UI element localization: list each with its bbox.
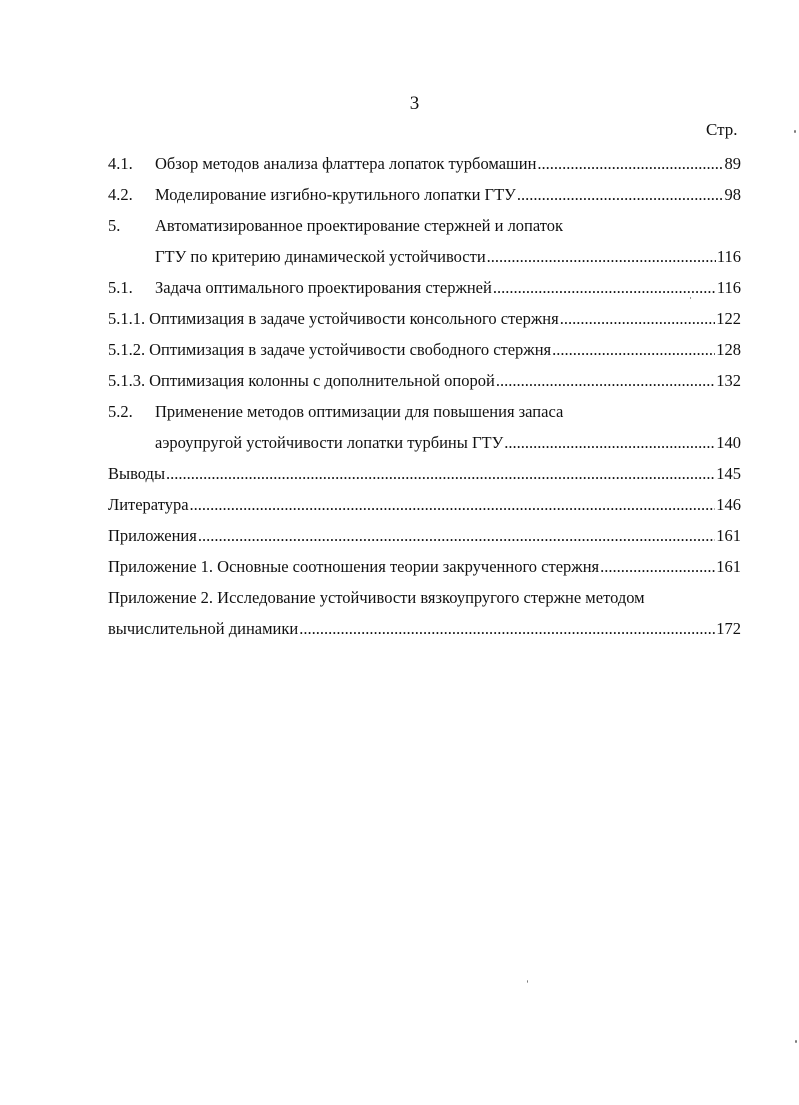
toc-entry-5-1-2 xyxy=(108,334,741,365)
toc-entry-page: 116 xyxy=(716,247,741,266)
table-of-contents xyxy=(108,148,741,644)
scan-speck xyxy=(794,130,796,133)
toc-leader-dots xyxy=(537,148,723,179)
toc-leader-dots xyxy=(496,365,715,396)
toc-entry-title: Литература xyxy=(108,495,189,514)
scan-speck xyxy=(527,980,528,983)
scan-speck xyxy=(795,1040,797,1043)
toc-entry-title: Приложения xyxy=(108,526,197,545)
toc-entry-4-2 xyxy=(108,179,741,210)
toc-entry-page: 146 xyxy=(716,495,741,514)
toc-entry-page: 89 xyxy=(724,154,741,173)
toc-entry-appendices xyxy=(108,520,741,551)
toc-leader-dots xyxy=(299,613,715,644)
toc-leader-dots xyxy=(493,272,716,303)
toc-entry-number: 5.1.2. xyxy=(108,340,146,359)
toc-entry-number: 4.2. xyxy=(108,185,133,204)
toc-entry-page: 161 xyxy=(716,526,741,545)
toc-entry-title: Задача оптимального проектирования стержней xyxy=(155,278,492,297)
toc-leader-dots xyxy=(487,241,716,272)
toc-leader-dots xyxy=(166,458,715,489)
toc-entry-title: Оптимизация в задаче устойчивости консольного стержня xyxy=(149,309,559,328)
toc-entry-page: 128 xyxy=(716,340,741,359)
toc-entry-page: 116 xyxy=(716,278,741,297)
page-number: 3 xyxy=(409,93,420,114)
toc-entry-title: Оптимизация в задаче устойчивости свободного стержня xyxy=(149,340,552,359)
toc-entry-title: Приложение 1. Основные соотношения теории закрученного стержня xyxy=(108,557,600,576)
toc-leader-dots xyxy=(600,551,715,582)
toc-entry-page: 140 xyxy=(716,433,741,452)
toc-entry-number: 5.1.3. xyxy=(108,371,146,390)
toc-entry-5-2-cont xyxy=(108,427,741,458)
toc-entry-page: 161 xyxy=(716,557,741,576)
toc-leader-dots xyxy=(198,520,715,551)
toc-entry-5-1-1 xyxy=(108,303,741,334)
toc-entry-title: аэроупругой устойчивости лопатки турбины ГТУ xyxy=(155,433,504,452)
toc-entry-page: 122 xyxy=(716,309,741,328)
toc-entry-number: 4.1. xyxy=(108,154,133,173)
scan-speck xyxy=(690,297,691,299)
toc-entry-page: 172 xyxy=(716,619,741,638)
toc-entry-title: Применение методов оптимизации для повышения запаса xyxy=(155,402,564,421)
toc-entry-5-1 xyxy=(108,272,741,303)
toc-entry-page: 132 xyxy=(716,371,741,390)
page-column-header: Стр. xyxy=(706,120,738,139)
toc-entry-title: Моделирование изгибно-крутильного лопатки ГТУ xyxy=(155,185,516,204)
toc-entry-page: 98 xyxy=(724,185,741,204)
toc-entry-literature xyxy=(108,489,741,520)
toc-entry-4-1 xyxy=(108,148,741,179)
toc-entry-appendix-2-cont xyxy=(108,613,741,644)
toc-entry-title: Автоматизированное проектирование стержней и лопаток xyxy=(155,216,564,235)
toc-entry-title: Обзор методов анализа флаттера лопаток турбомашин xyxy=(155,154,537,173)
toc-entry-5 xyxy=(108,210,741,241)
toc-entry-appendix-1 xyxy=(108,551,741,582)
toc-entry-title: вычислительной динамики xyxy=(108,619,299,638)
toc-entry-5-1-3 xyxy=(108,365,741,396)
toc-entry-number: 5.1.1. xyxy=(108,309,146,328)
toc-leader-dots xyxy=(560,303,716,334)
toc-entry-title: Выводы xyxy=(108,464,166,483)
toc-entry-5-2 xyxy=(108,396,741,427)
toc-entry-5-cont xyxy=(108,241,741,272)
toc-entry-title: Оптимизация колонны с дополнительной опорой xyxy=(149,371,495,390)
toc-entry-number: 5.1. xyxy=(108,278,133,297)
toc-leader-dots xyxy=(552,334,715,365)
toc-entry-title: Приложение 2. Исследование устойчивости вязкоупругого стержне методом xyxy=(108,588,645,607)
toc-leader-dots xyxy=(190,489,716,520)
toc-entry-conclusions xyxy=(108,458,741,489)
toc-entry-title: ГТУ по критерию динамической устойчивости xyxy=(155,247,486,266)
toc-entry-page: 145 xyxy=(716,464,741,483)
toc-entry-number: 5.2. xyxy=(108,402,133,421)
toc-entry-number: 5. xyxy=(108,216,121,235)
toc-leader-dots xyxy=(517,179,724,210)
toc-leader-dots xyxy=(504,427,715,458)
toc-entry-appendix-2 xyxy=(108,582,741,613)
